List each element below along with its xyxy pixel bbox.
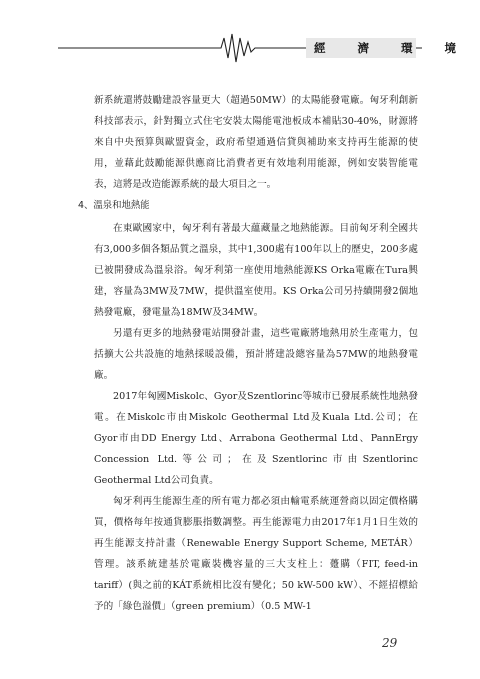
running-header — [0, 28, 480, 68]
page-number: 29 — [382, 636, 398, 650]
section-heading-geothermal: 4、溫泉和地熱能 — [78, 200, 150, 211]
section-title: 經 濟 環 境 — [306, 38, 416, 58]
article-body — [78, 90, 418, 617]
paragraph-geothermal-cities: 2017年匈國Miskolc、Gyor及Szentlorinc等城市已發展系統性地熱發電。在Miskolc市由Miskolc Geothermal Ltd及Kuala Ltd.公司；在Gyor市由DD Energy Ltd、Arrabona Geothermal Ltd、PannErgy Concession Ltd.等公司；在及Szentlorinc市由Szentlorinc Geothermal Ltd公司負責。 — [94, 391, 418, 486]
paragraph-support-scheme: 匈牙利再生能源生產的所有電力都必須由輸電系統運營商以固定價格購買，價格每年按通貨膨脹指數調整。再生能源電力由2017年1月1日生效的再生能源支持計畫（Renewable Energy Support Scheme, METÁR）管理。該系統建基於電廠裝機容量的三大支柱上：躉購（FIT, feed-in tariff）(與之前的KÁT系統相比沒有變化；50 kW-500 kW）、不經招標給予的「綠色溢價」（green premium）（0.5 MW-1 — [94, 496, 418, 612]
paragraph-geothermal-plans: 另還有更多的地熱發電站開發計畫，這些電廠將地熱用於生產電力，包括擴大公共設施的地熱採暖設備，預計將建設總容量為57MW的地熱發電廠。 — [94, 328, 418, 381]
paragraph-geothermal-overview: 在東歐國家中，匈牙利有著最大蘊藏量之地熱能源。目前匈牙利全國共有3,000多個各類品質之溫泉，其中1,300處有100年以上的歷史，200多處已被開發成為溫泉浴。匈牙利第一座使用地熱能源KS Orka電廠在Tura興建，容量為3MW及7MW，提供溫室使用。KS Orka公司另持續開發2個地熱發電廠，發電量為18MW及34MW。 — [94, 223, 418, 318]
paragraph-solar-subsidy: 新系統還將鼓勵建設容量更大（超過50MW）的太陽能發電廠。匈牙利創新科技部表示，針對獨立式住宅安裝太陽能電池板成本補貼30-40%，財源將來自中央預算與歐盟資金，政府希望通過信貸與補助來支持再生能源的使用，並藉此鼓勵能源供應商比消費者更有效地利用能源，例如安裝智能電表，這將是改造能源系統的最大項目之一。 — [94, 95, 418, 190]
